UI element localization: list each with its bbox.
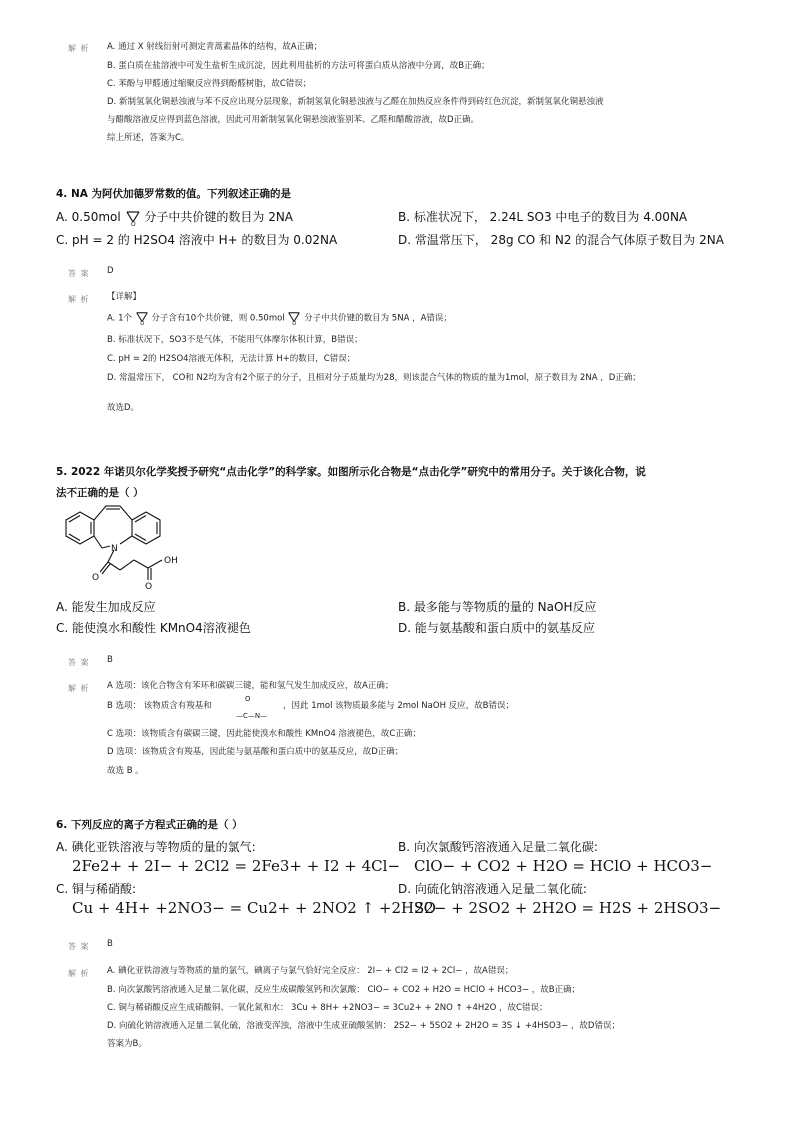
q4-option-a[interactable] (56, 208, 293, 226)
equation-c: Cu + 4H+ +2NO3− = Cu2+ + 2NO2 ↑ +2H2O (72, 899, 436, 917)
line-part: A. 1个 (107, 313, 132, 324)
q5-option-d[interactable]: D. 能与氨基酸和蛋白质中的氨基反应 (398, 621, 595, 635)
q5-option-c[interactable]: C. 能使溴水和酸性 KMnO4溶液褪色 (56, 621, 251, 635)
atom-label: OH (164, 556, 178, 566)
amide-fragment-oxygen: O (245, 695, 251, 703)
analysis-line: 故选 B 。 (107, 766, 144, 776)
answer-value: B (107, 655, 113, 665)
question-5-stem-cont: 法不正确的是（ ） (56, 487, 144, 499)
atom-label: O (145, 582, 153, 590)
analysis-line: C. 铜与稀硝酸反应生成硝酸铜、一氧化氮和水： 3Cu + 8H+ +2NO3− = 3Cu2+ + 2NO ↑ +4H2O ，故C错误； (107, 1003, 548, 1013)
equation-b: ClO− + CO2 + H2O = HClO + HCO3− (414, 857, 713, 875)
analysis-line: C. 苯酚与甲醛通过缩聚反应得到酚醛树脂，故C错误； (107, 79, 312, 89)
analysis-line: D. 向硫化钠溶液通入足量二氧化硫，溶液变浑浊，溶液中生成亚硫酸氢钠： 2S2− + 5SO2 + 2H2O = 3S ↓ +4HSO3− ，故D错误； (107, 1021, 620, 1031)
analysis-label: 解 析 (68, 44, 90, 53)
line-part: 分子含有10个共价键，则 0.50mol (151, 313, 285, 324)
analysis-label: 解 析 (68, 684, 90, 693)
analysis-line: C. pH = 2的 H2SO4溶液无体积，无法计算 H+的数目，C错误； (107, 354, 356, 364)
analysis-label: 解 析 (68, 969, 90, 978)
analysis-line (107, 311, 452, 325)
line-part: 分子中共价键的数目为 5NA ，A错误； (304, 313, 452, 324)
svg-text:O: O (139, 321, 145, 325)
epoxide-icon (135, 311, 149, 325)
answer-label: 答 案 (68, 942, 90, 951)
option-a-suffix: 分子中共价键的数目为 2NA (144, 210, 294, 224)
analysis-line: 答案为B。 (107, 1039, 147, 1049)
detail-heading: 【详解】 (107, 292, 142, 302)
analysis-line: A. 通过 X 射线衍射可测定青蒿素晶体的结构，故A正确； (107, 42, 323, 52)
analysis-line: B. 向次氯酸钙溶液通入足量二氧化碳，反应生成碳酸氢钙和次氯酸： ClO− + CO2 + H2O = HClO + HCO3− ，故B正确； (107, 985, 581, 995)
atom-label: O (92, 573, 100, 583)
analysis-line: 综上所述，答案为C。 (107, 133, 190, 143)
epoxide-icon (125, 210, 141, 226)
analysis-line: D 选项：该物质含有羧基，因此能与氨基酸和蛋白质中的氨基反应，故D正确； (107, 747, 404, 757)
equation-d: S2− + 2SO2 + 2H2O = H2S + 2HSO3− (414, 899, 722, 917)
question-6-stem: 6. 下列反应的离子方程式正确的是（ ） (56, 819, 243, 831)
q5-option-b[interactable]: B. 最多能与等物质的量的 NaOH反应 (398, 600, 597, 614)
q6-option-b[interactable]: B. 向次氯酸钙溶液通入足量二氧化碳: (398, 840, 598, 854)
analysis-line: A. 碘化亚铁溶液与等物质的量的氯气，碘离子与氯气恰好完全反应： 2I− + Cl2 = I2 + 2Cl− ，故A错误； (107, 966, 514, 976)
q5-option-a[interactable]: A. 能发生加成反应 (56, 600, 156, 614)
answer-label: 答 案 (68, 658, 90, 667)
answer-label: 答 案 (68, 269, 90, 278)
q4-option-d[interactable]: D. 常温常压下， 28g CO 和 N2 的混合气体原子数目为 2NA (398, 233, 724, 247)
analysis-line: B 选项： 该物质含有羧基和 (107, 701, 212, 711)
option-a-prefix: A. 0.50mol (56, 210, 121, 224)
question-5-stem: 5. 2022 年诺贝尔化学奖授予研究“点击化学”的科学家。如图所示化合物是“点击化学”研究中的常用分子。关于该化合物，说 (56, 466, 646, 478)
analysis-label: 解 析 (68, 295, 90, 304)
molecule-structure (56, 500, 206, 590)
svg-text:O: O (130, 220, 136, 226)
atom-label: N (111, 544, 118, 554)
analysis-line: B. 蛋白质在盐溶液中可发生盐析生成沉淀，因此利用盐析的方法可将蛋白质从溶液中分离，故B正确； (107, 61, 490, 71)
analysis-line: D. 常温常压下， CO和 N2均为含有2个原子的分子，且相对分子质量均为28，则该混合气体的物质的量为1mol，原子数目为 2NA ，D正确； (107, 373, 641, 383)
amide-fragment: —C—N— (236, 712, 268, 720)
equation-a: 2Fe2+ + 2I− + 2Cl2 = 2Fe3+ + I2 + 4Cl− (72, 857, 401, 875)
analysis-line: 故选D。 (107, 403, 140, 413)
q4-option-b[interactable]: B. 标准状况下， 2.24L SO3 中电子的数目为 4.00NA (398, 210, 688, 224)
answer-value: B (107, 939, 113, 949)
analysis-line: D. 新制氢氧化铜悬浊液与苯不反应出现分层现象，新制氢氧化铜悬浊液与乙醛在加热反应条件得到砖红色沉淀，新制氢氧化铜悬浊液 (107, 97, 604, 107)
analysis-line: A 选项：该化合物含有苯环和碳碳三键，能和氢气发生加成反应，故A正确； (107, 681, 394, 691)
question-4-stem: 4. NA 为阿伏加德罗常数的值。下列叙述正确的是 (56, 188, 292, 200)
q4-option-c[interactable]: C. pH = 2 的 H2SO4 溶液中 H+ 的数目为 0.02NA (56, 233, 338, 247)
answer-value: D (107, 266, 114, 276)
analysis-line: ，因此 1mol 该物质最多能与 2mol NaOH 反应，故B错误； (283, 701, 514, 711)
epoxide-icon (287, 311, 301, 325)
analysis-line: 与醋酸溶液反应得到蓝色溶液，因此可用新制氢氧化铜悬浊液鉴别苯、乙醛和醋酸溶液，故D正确。 (107, 115, 480, 125)
analysis-line: B. 标准状况下，SO3不是气体，不能用气体摩尔体积计算，B错误； (107, 335, 363, 345)
analysis-line: C 选项：该物质含有碳碳三键，因此能使溴水和酸性 KMnO4 溶液褪色，故C正确； (107, 729, 421, 739)
q6-option-c[interactable]: C. 铜与稀硝酸: (56, 882, 137, 896)
q6-option-a[interactable]: A. 碘化亚铁溶液与等物质的量的氯气: (56, 840, 256, 854)
q6-option-d[interactable]: D. 向硫化钠溶液通入足量二氧化硫: (398, 882, 587, 896)
svg-text:O: O (292, 321, 297, 325)
